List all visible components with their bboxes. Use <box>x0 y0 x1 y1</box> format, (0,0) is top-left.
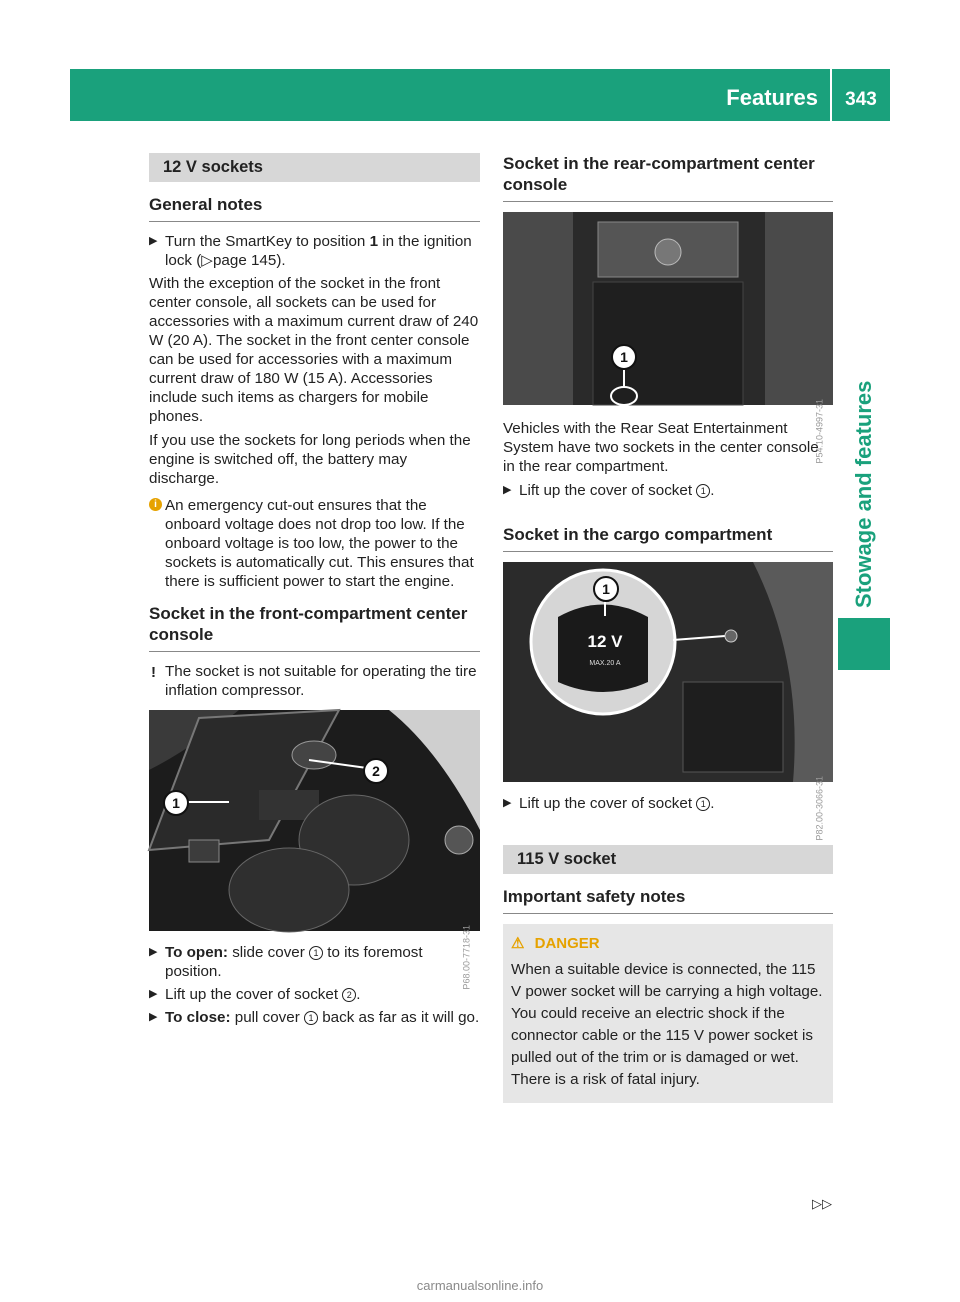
callout-2: 2 <box>363 758 389 784</box>
paragraph-current-draw: With the exception of the socket in the front center console, all sockets can be used for accessories with a maximum current draw of 240 W (20 A). The socket in the front center console can be used for accessories with a maximum current draw of 180 W (15 A). Accessories include such items as chargers for mobile phones. <box>149 275 479 425</box>
step-arrow-icon: ▶ <box>149 1011 158 1023</box>
circle-ref-1: 1 <box>309 946 323 960</box>
close-label: To close: <box>165 1009 231 1026</box>
position-number: 1 <box>369 233 379 250</box>
cargo-socket-sub: MAX.20 A <box>589 660 621 667</box>
step-text: . <box>356 986 361 1003</box>
rear-console-illustration <box>503 212 833 405</box>
page-ref-icon: ▷ <box>201 252 213 269</box>
step-lift <box>149 985 480 1004</box>
info-note-text: An emergency cut-out ensures that the onboard voltage does not drop too low. If the onboard voltage is too low, the power to the sockets is automatically cut. This ensures that there is sufficient power to start the engine. <box>165 497 474 590</box>
danger-header <box>511 934 825 953</box>
step-text: Lift up the cover of socket <box>519 482 697 499</box>
section-title-115v: 115 V socket <box>503 845 833 874</box>
circle-ref-1: 1 <box>696 797 710 811</box>
step-arrow-icon: ▶ <box>149 946 158 958</box>
paragraph-battery: If you use the sockets for long periods when the engine is switched off, the battery may discharge. <box>149 432 471 487</box>
open-label: To open: <box>165 944 228 961</box>
warning-triangle-icon: ⚠ <box>511 935 525 952</box>
safety-notes-heading: Important safety notes <box>503 886 833 914</box>
step-arrow-icon: ▶ <box>503 484 512 496</box>
step-lift-cargo <box>503 794 833 813</box>
page-header <box>70 69 890 121</box>
footer-watermark: carmanualsonline.info <box>416 1278 544 1293</box>
photo-code: P82.00-3066-31 <box>815 776 825 841</box>
side-tab-marker <box>838 618 890 670</box>
step-text: pull cover <box>230 1009 304 1026</box>
right-column <box>503 153 833 1103</box>
step-close <box>149 1008 480 1027</box>
info-icon: i <box>149 498 162 511</box>
cargo-socket-label: 12 V <box>587 632 623 651</box>
step-text: slide cover <box>227 944 310 961</box>
step-arrow-icon: ▶ <box>503 797 512 809</box>
step-arrow-icon: ▶ <box>149 235 158 247</box>
info-note <box>149 496 480 591</box>
side-tab-label: Stowage and features <box>851 380 876 608</box>
photo-code: P54.10-4997-31 <box>815 399 825 464</box>
step-arrow-icon: ▶ <box>149 988 158 1000</box>
circle-ref-1: 1 <box>304 1011 318 1025</box>
step-open <box>149 943 480 981</box>
rear-socket-heading: Socket in the rear-compartment center console <box>503 153 833 202</box>
cargo-illustration <box>503 562 833 782</box>
step-text: in the ignition lock ( <box>165 233 472 269</box>
front-socket-heading: Socket in the front-compartment center console <box>149 603 480 652</box>
cargo-socket-heading: Socket in the cargo compartment <box>503 524 833 552</box>
danger-box <box>503 924 833 1103</box>
paragraph-rear-entertainment: Vehicles with the Rear Seat Entertainment System have two sockets in the center console in the rear compartment. <box>503 420 819 475</box>
step-text: . <box>710 795 715 812</box>
callout-1: 1 <box>611 344 637 370</box>
callout-1: 1 <box>593 576 619 602</box>
step-text: back as far as it will go. <box>318 1009 480 1026</box>
page-ref-link[interactable]: page 145 <box>212 252 277 269</box>
continue-arrows-icon: ▷▷ <box>812 1196 832 1211</box>
left-column <box>149 153 480 1031</box>
step-text: to its foremost position. <box>165 944 423 980</box>
general-notes-heading: General notes <box>149 194 480 222</box>
circle-ref-1: 1 <box>696 484 710 498</box>
step-text: Lift up the cover of socket <box>519 795 697 812</box>
danger-text: When a suitable device is connected, the 115 V power socket will be carrying a high voltage. You could receive an electric shock if the connector cable or the 115 V power socket is pulled out of the trim or is damaged or wet. There is a risk of fatal injury. <box>511 961 823 1088</box>
warning-note-text: The socket is not suitable for operating the tire inflation compressor. <box>165 663 477 699</box>
step-lift-rear <box>503 481 833 500</box>
photo-code: P68.00-7718-31 <box>462 925 472 990</box>
warning-note <box>149 662 480 700</box>
step-text: Lift up the cover of socket <box>165 986 343 1003</box>
section-title-12v: 12 V sockets <box>149 153 480 182</box>
front-console-illustration <box>149 710 480 931</box>
exclamation-icon: ! <box>151 664 156 681</box>
circle-ref-2: 2 <box>342 988 356 1002</box>
page-number: 343 <box>845 89 877 110</box>
callout-1: 1 <box>163 790 189 816</box>
step-text: Turn the SmartKey to position <box>165 233 370 250</box>
step-text: ). <box>276 252 286 269</box>
step-text: . <box>710 482 715 499</box>
step-ignition <box>149 232 480 270</box>
danger-title: DANGER <box>534 935 600 952</box>
header-divider <box>830 69 832 121</box>
header-title: Features <box>726 85 818 110</box>
